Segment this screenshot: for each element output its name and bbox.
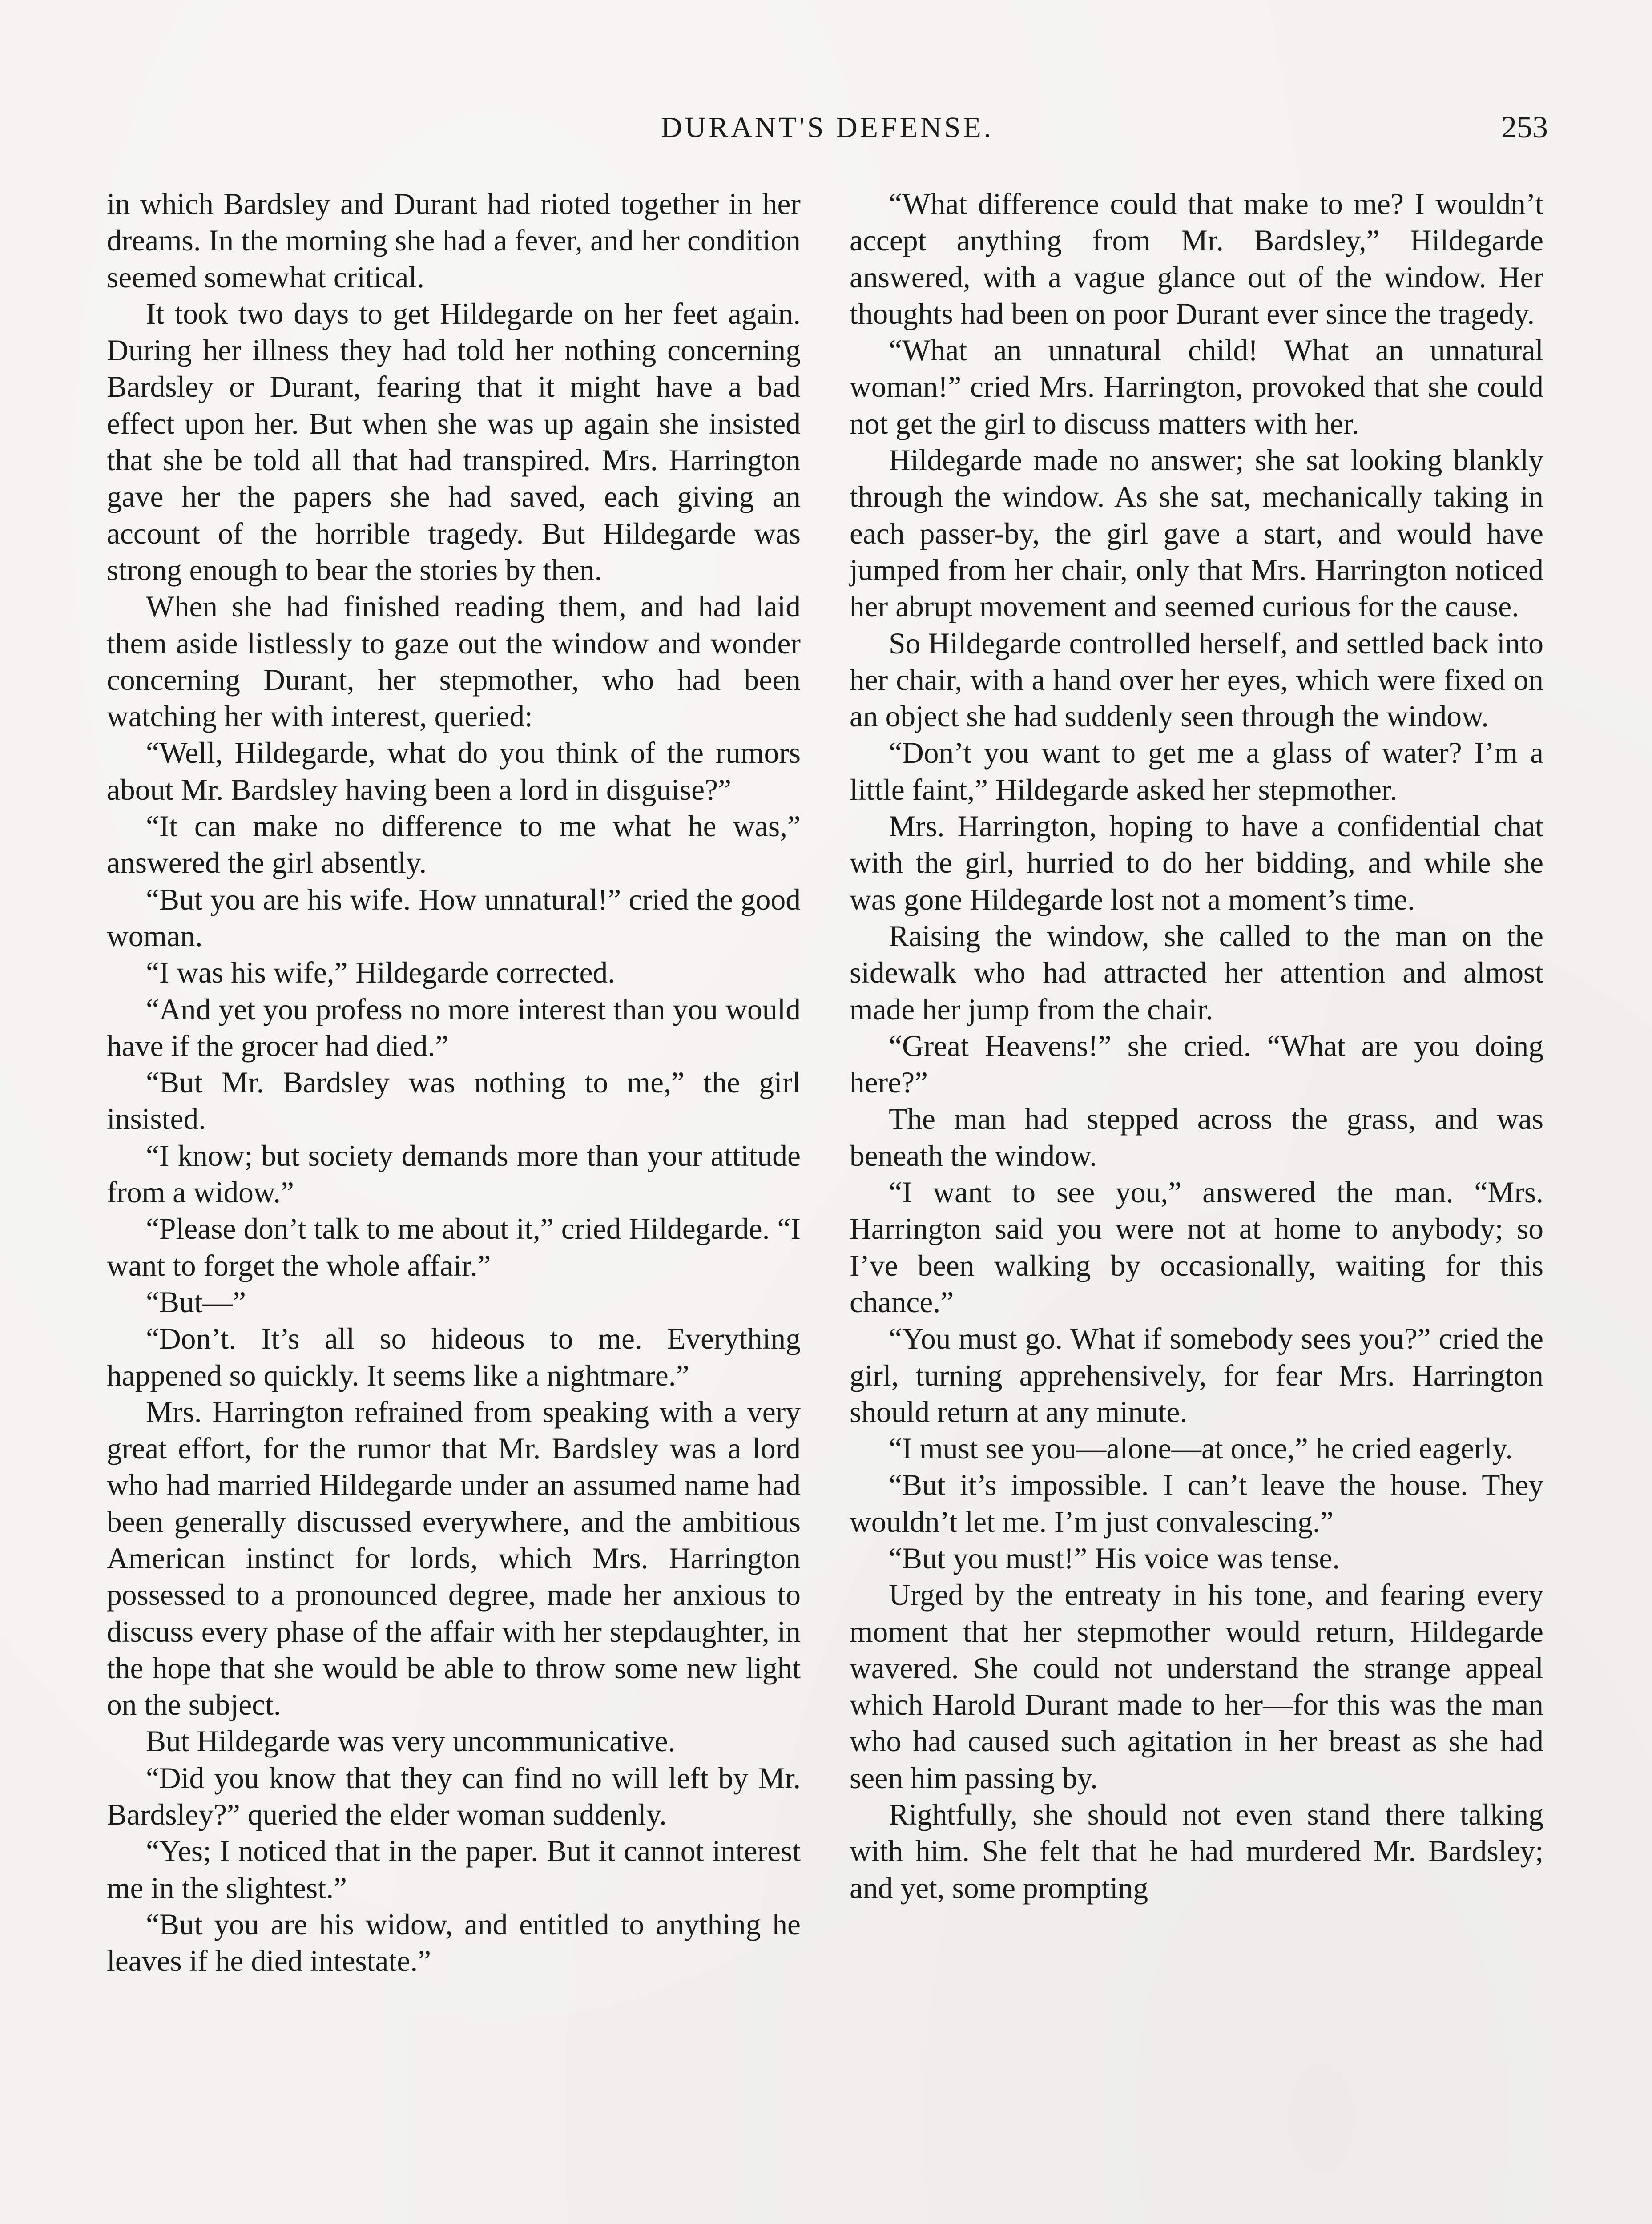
paragraph: “Don’t. It’s all so hideous to me. Everything happened so quickly. It seems like a nightmare.”: [107, 1322, 801, 1392]
paragraph: “Did you know that they can find no will left by Mr. Bardsley?” queried the elder woman suddenly.: [107, 1761, 801, 1832]
paragraph: “You must go. What if somebody sees you?” cried the girl, turning apprehensively, for fear Mrs. Harrington should return at any minute.: [850, 1322, 1543, 1429]
paragraph: Mrs. Harrington, hoping to have a confidential chat with the girl, hurried to do her bidding, and while she was gone Hildegarde lost not a moment’s time.: [850, 810, 1543, 916]
paragraph: Mrs. Harrington refrained from speaking with a very great effort, for the rumor that Mr. Bardsley was a lord who had married Hildegarde under an assumed name had been generally discussed everywhere, and the ambitious American instinct for lords, which Mrs. Harrington possessed to a pronounced degree, made her anxious to discuss every phase of the affair with her stepdaughter, in the hope that she would be able to throw some new light on the subject.: [107, 1395, 801, 1722]
paragraph: “But it’s impossible. I can’t leave the house. They wouldn’t let me. I’m just convalescing.”: [850, 1468, 1543, 1539]
paragraph: “But you are his widow, and entitled to anything he leaves if he died intestate.”: [107, 1907, 801, 1978]
paragraph: “Great Heavens!” she cried. “What are you doing here?”: [850, 1029, 1543, 1100]
paragraph: in which Bardsley and Durant had rioted together in her dreams. In the morning she had a fever, and her condition seemed somewhat critical.: [107, 187, 801, 294]
paragraph: “I was his wife,” Hildegarde corrected.: [146, 956, 616, 990]
running-head: [107, 103, 1548, 152]
right-column: [850, 186, 1543, 1906]
paragraph: “It can make no difference to me what he was,” answered the girl absently.: [107, 810, 801, 880]
paragraph: “Well, Hildegarde, what do you think of the rumors about Mr. Bardsley having been a lord in disguise?”: [107, 736, 801, 806]
chapter-title: DURANT'S DEFENSE.: [661, 111, 994, 144]
paragraph: “I know; but society demands more than your attitude from a widow.”: [107, 1139, 801, 1209]
paragraph: “But—”: [146, 1285, 246, 1319]
paragraph: Rightfully, she should not even stand there talking with him. She felt that he had murdered Mr. Bardsley; and yet, some prompting: [850, 1798, 1543, 1905]
paragraph: Raising the window, she called to the man on the sidewalk who had attracted her attention and almost made her jump from the chair.: [850, 919, 1543, 1026]
paragraph: So Hildegarde controlled herself, and settled back into her chair, with a hand over her eyes, which were fixed on an object she had suddenly seen through the window.: [850, 626, 1543, 733]
paragraph: The man had stepped across the grass, and was beneath the window.: [850, 1102, 1543, 1172]
paragraph: But Hildegarde was very uncommunicative.: [146, 1724, 676, 1758]
paragraph: “Please don’t talk to me about it,” cried Hildegarde. “I want to forget the whole affair.”: [107, 1212, 801, 1282]
paragraph: “But Mr. Bardsley was nothing to me,” the girl insisted.: [107, 1066, 801, 1136]
paragraph: It took two days to get Hildegarde on her feet again. During her illness they had told her nothing concerning Bardsley or Durant, fearing that it might have a bad effect upon her. But when she was up again she insisted that she be told all that had transpired. Mrs. Harrington gave her the papers she had saved, each giving an account of the horrible tragedy. But Hildegarde was strong enough to bear the stories by then.: [107, 297, 801, 587]
paragraph: “What difference could that make to me? I wouldn’t accept anything from Mr. Bardsley,” Hildegarde answered, with a vague glance out of the window. Her thoughts had been on poor Durant ever since the tragedy.: [850, 187, 1543, 330]
paragraph: “What an unnatural child! What an unnatural woman!” cried Mrs. Harrington, provoked that she could not get the girl to discuss matters with her.: [850, 334, 1543, 440]
paragraph: “Don’t you want to get me a glass of water? I’m a little faint,” Hildegarde asked her stepmother.: [850, 736, 1543, 806]
paragraph: Hildegarde made no answer; she sat looking blankly through the window. As she sat, mechanically taking in each passer-by, the girl gave a start, and would have jumped from her chair, only that Mrs. Harrington noticed her abrupt movement and seemed curious for the cause.: [850, 443, 1543, 624]
page-number: 253: [1501, 110, 1548, 145]
paragraph: Urged by the entreaty in his tone, and fearing every moment that her stepmother would return, Hildegarde wavered. She could not understand the strange appeal which Harold Durant made to her—for this was the man who had caused such agitation in her breast as she had seen him passing by.: [850, 1578, 1543, 1795]
paragraph: “And yet you profess no more interest than you would have if the grocer had died.”: [107, 992, 801, 1063]
paragraph: “I want to see you,” answered the man. “Mrs. Harrington said you were not at home to anybody; so I’ve been walking by occasionally, waiting for this chance.”: [850, 1176, 1543, 1319]
paragraph: “But you must!” His voice was tense.: [889, 1541, 1340, 1575]
paragraph: When she had finished reading them, and had laid them aside listlessly to gaze out the window and wonder concerning Durant, her stepmother, who had been watching her with interest, queried:: [107, 590, 801, 733]
paragraph: “Yes; I noticed that in the paper. But it cannot interest me in the slightest.”: [107, 1834, 801, 1905]
paragraph: “I must see you—alone—at once,” he cried eagerly.: [889, 1432, 1513, 1466]
paragraph: “But you are his wife. How unnatural!” cried the good woman.: [107, 882, 801, 953]
left-column: [107, 186, 801, 1980]
